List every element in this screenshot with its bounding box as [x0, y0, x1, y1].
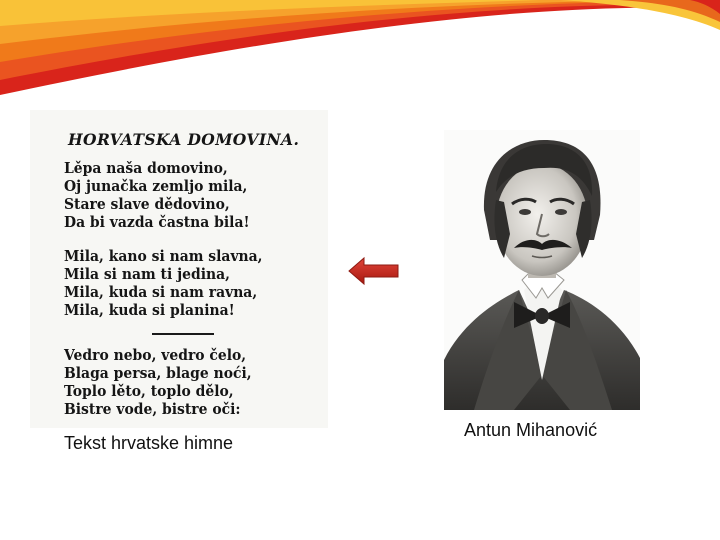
- stanza-divider: [152, 333, 214, 335]
- left-arrow-icon: [348, 256, 400, 286]
- poem-line: Mila, kuda si nam ravna,: [64, 284, 258, 301]
- poem-line: Mila si nam ti jedina,: [64, 266, 231, 283]
- portrait-caption: Antun Mihanović: [464, 420, 598, 440]
- poem-stanza-1: [64, 160, 257, 232]
- poem-title: HORVATSKA DOMOVINA.: [68, 130, 300, 149]
- poem-line: Oj junačka zemljo mila,: [64, 178, 248, 195]
- poem-stanza-3: [64, 347, 259, 419]
- poem-line: Bistre vode, bistre oči:: [64, 401, 241, 418]
- portrait-image: [444, 130, 640, 410]
- poem-caption: Tekst hrvatske himne: [64, 433, 234, 453]
- poem-line: Stare slave dědovino,: [64, 196, 230, 213]
- poem-line: Lěpa naša domovino,: [64, 160, 228, 177]
- anthem-text-image: [30, 110, 328, 428]
- poem-line: Da bi vazda častna bila!: [64, 214, 250, 231]
- poem-line: Vedro nebo, vedro čelo,: [64, 347, 247, 364]
- poem-line: Toplo lěto, toplo dělo,: [64, 383, 234, 400]
- poem-line: Mila, kuda si planina!: [64, 302, 235, 319]
- poem-line: Mila, kano si nam slavna,: [64, 248, 263, 265]
- header-banner: [0, 0, 720, 95]
- poem-stanza-2: [64, 248, 271, 320]
- poem-line: Blaga persa, blage noći,: [64, 365, 252, 382]
